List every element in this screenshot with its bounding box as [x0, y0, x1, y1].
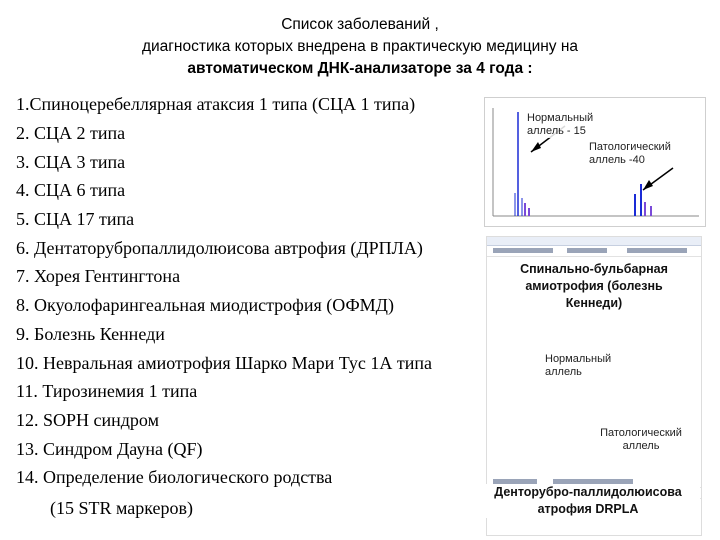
pathologic-allele-label-2: Патологический аллель [591, 427, 691, 453]
list-item: 11. Тирозинемия 1 типа [16, 381, 198, 401]
list-item: 2. СЦА 2 типа [16, 123, 126, 143]
list-item: 8. Окуолофарингеальная миодистрофия (ОФМД) [16, 295, 394, 315]
list-item: 14. Определение биологического родства [16, 467, 333, 487]
title-line-2: диагностика которых внедрена в практическую медицину на [141, 38, 579, 55]
pathologic-allele-label: Патологический аллель -40 [589, 141, 685, 167]
list-item: 1.Спиноцеребеллярная атаксия 1 типа (СЦА 1 типа) [16, 94, 416, 114]
drpla-caption: Денторубро-паллидолюисова атрофия DRPLA [476, 484, 700, 518]
window-toolbar [487, 237, 701, 246]
title-line-1: Список заболеваний , [281, 16, 439, 33]
title-line-3: автоматическом ДНК-анализаторе за 4 года : [187, 60, 533, 77]
list-item: 6. Дентаторубропаллидолюисова автрофия (ДРПЛА) [16, 238, 423, 258]
list-item: (15 STR маркеров) [50, 498, 194, 518]
arrowhead-pathologic [643, 180, 653, 190]
list-item: 12. SOPH синдром [16, 410, 159, 430]
electropherogram-figure [484, 97, 706, 227]
list-item: 13. Синдром Дауна (QF) [16, 439, 203, 459]
list-item: 10. Невральная амиотрофия Шарко Мари Тус 1А типа [16, 353, 432, 373]
list-item: 3. СЦА 3 типа [16, 152, 126, 172]
kennedy-caption: Спинально-бульбарная амиотрофия (болезнь Кеннеди) [520, 262, 668, 310]
table-row [487, 246, 701, 257]
list-item: 5. СЦА 17 типа [16, 209, 135, 229]
normal-allele-label-2: Нормальный аллель [545, 353, 621, 379]
list-item: 7. Хорея Гентингтона [16, 266, 181, 286]
arrowhead-normal [531, 142, 541, 152]
slide-title [0, 14, 720, 80]
list-item: 4. СЦА 6 типа [16, 180, 126, 200]
list-item: 9. Болезнь Кеннеди [16, 324, 165, 344]
normal-allele-label: Нормальный аллель - 15 [527, 112, 607, 138]
